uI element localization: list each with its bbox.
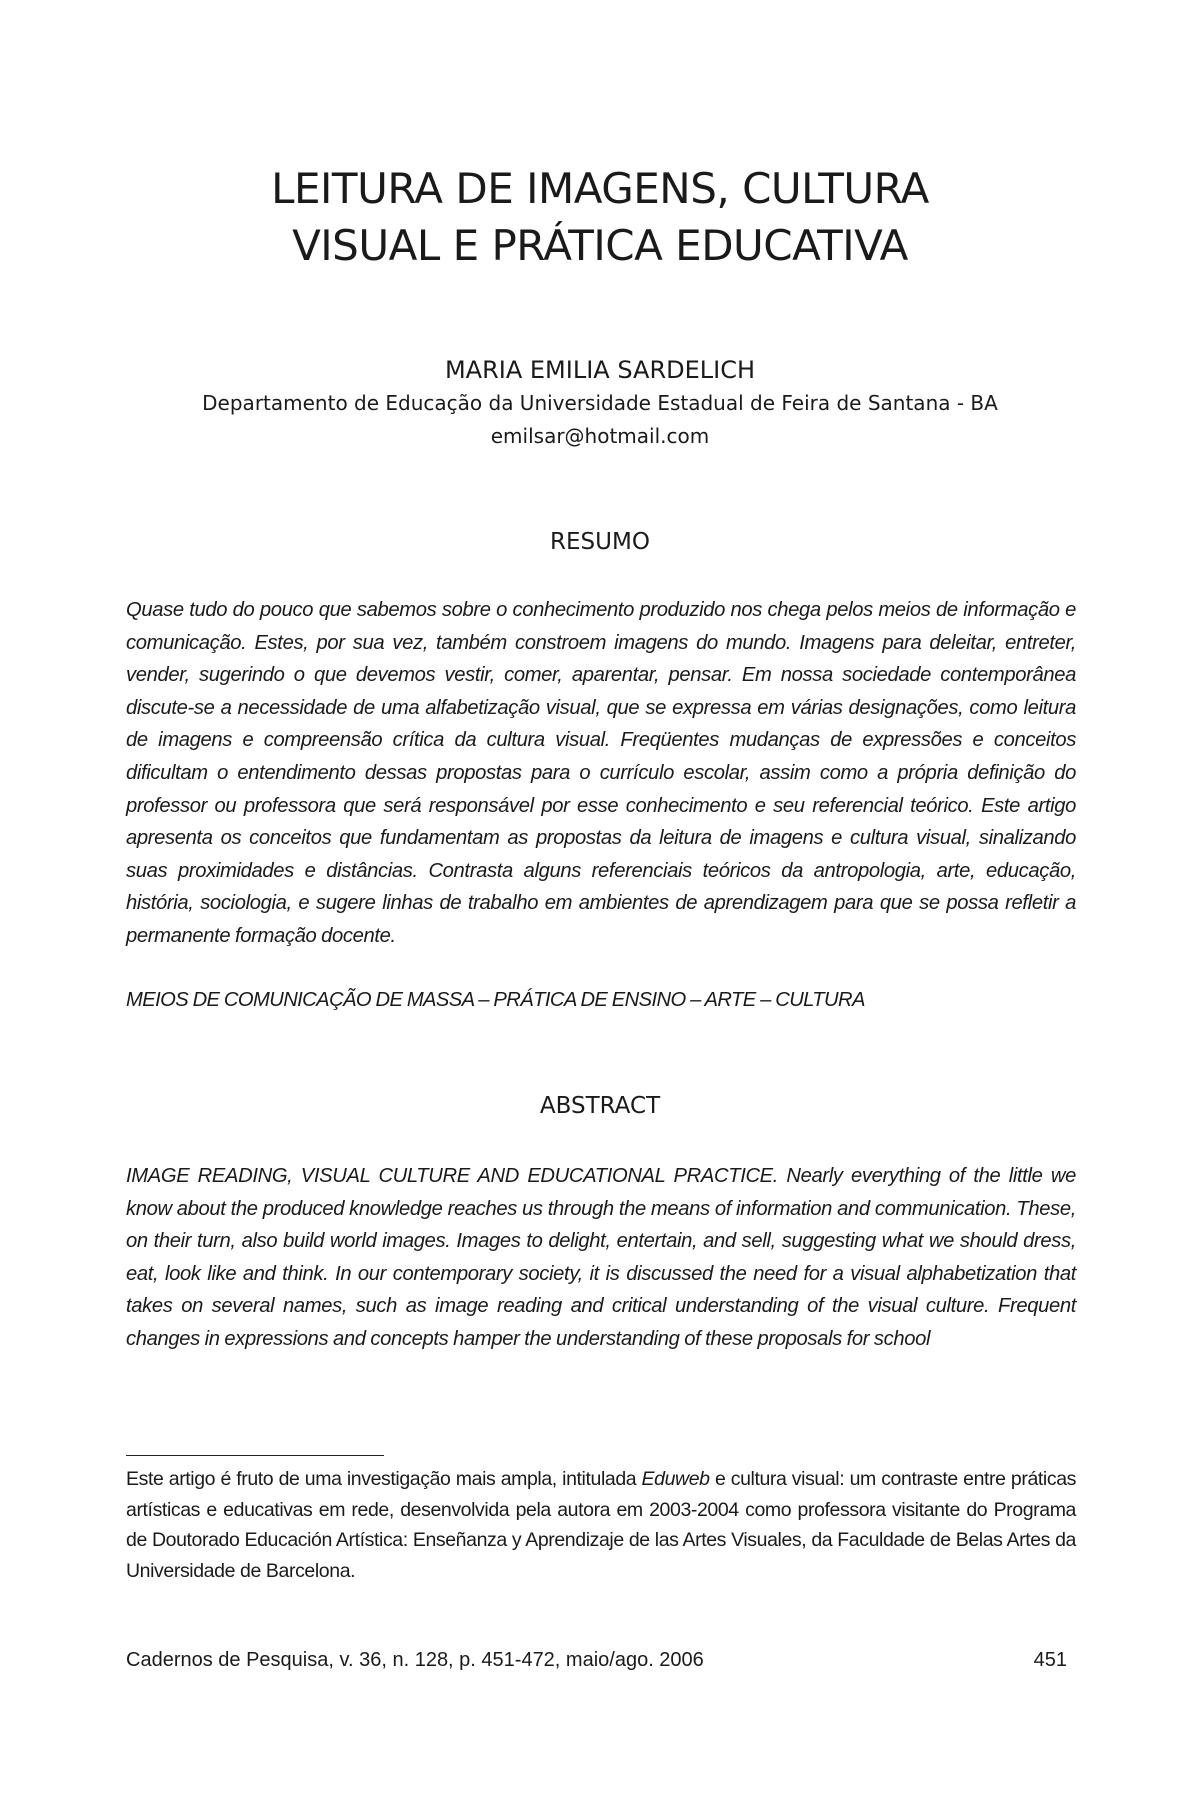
- abstract-body: IMAGE READING, VISUAL CULTURE AND EDUCATIONAL PRACTICE. Nearly everything of the little we know about the produced knowledge reaches us through the means of information and communication. These, on their turn, also build world images. Images to delight, entertain, and sell, suggesting what we should dress, eat, look like and think. In our contemporary society, it is discussed the need for a visual alphabetization that takes on several names, such as image reading and critical understanding of the visual culture. Frequent changes in expressions and concepts hamper the understanding of these proposals for school: [126, 1165, 1076, 1350]
- resumo-keywords: MEIOS DE COMUNICAÇÃO DE MASSA – PRÁTICA DE ENSINO – ARTE – CULTURA: [126, 989, 865, 1011]
- article-title-line-2: VISUAL E PRÁTICA EDUCATIVA: [292, 221, 908, 270]
- footnote-divider: [126, 1455, 384, 1456]
- page-number: 451: [1033, 1649, 1067, 1671]
- author-affiliation: Departamento de Educação da Universidade Estadual de Feira de Santana - BA: [202, 391, 998, 415]
- resumo-body: Quase tudo do pouco que sabemos sobre o conhecimento produzido nos chega pelos meios de informação e comunicação. Estes, por sua vez, também constroem imagens do mundo. Imagens para deleitar, entreter, vender, sugerindo o que devemos vestir, comer, aparentar, pensar. Em nossa sociedade contemporânea discute-se a necessidade de uma alfabetização visual, que se expressa em várias designações, como leitura de imagens e compreensão crítica da cultura visual. Freqüentes mudanças de expressões e conceitos dificultam o entendimento dessas propostas para o currículo escolar, assim como a própria definição do professor ou professora que será responsável por esse conhecimento e seu referencial teórico. Este artigo apresenta os conceitos que fundamentam as propostas da leitura de imagens e cultura visual, sinalizando suas proximidades e distâncias. Contrasta alguns referenciais teóricos da antropologia, arte, educação, história, sociologia, e sugere linhas de trabalho em ambientes de aprendizagem para que se possa refletir a permanente formação docente.: [126, 599, 1076, 947]
- footnote-italic-term: Eduweb: [641, 1468, 710, 1490]
- resumo-heading: RESUMO: [550, 529, 650, 555]
- footnote: [126, 1464, 1076, 1586]
- author-email: emilsar@hotmail.com: [490, 424, 710, 448]
- author-name: MARIA EMILIA SARDELICH: [444, 356, 756, 384]
- article-title: [130, 160, 1070, 274]
- abstract-heading: ABSTRACT: [539, 1093, 661, 1119]
- journal-citation: Cadernos de Pesquisa, v. 36, n. 128, p. 451-472, maio/ago. 2006: [126, 1649, 704, 1671]
- footnote-text-after: e cultura visual: um contraste entre práticas artísticas e educativas em rede, desenvolvida pela autora em 2003-2004 como professora visitante do Programa de Doutorado Educación Artística: Enseñanza y Aprendizaje de las Artes Visuales, da Faculdade de Belas Artes da Universidade de Barcelona.: [126, 1468, 1076, 1582]
- footnote-text-before: Este artigo é fruto de uma investigação mais ampla, intitulada: [126, 1468, 642, 1490]
- article-title-line-1: LEITURA DE IMAGENS, CULTURA: [271, 164, 929, 213]
